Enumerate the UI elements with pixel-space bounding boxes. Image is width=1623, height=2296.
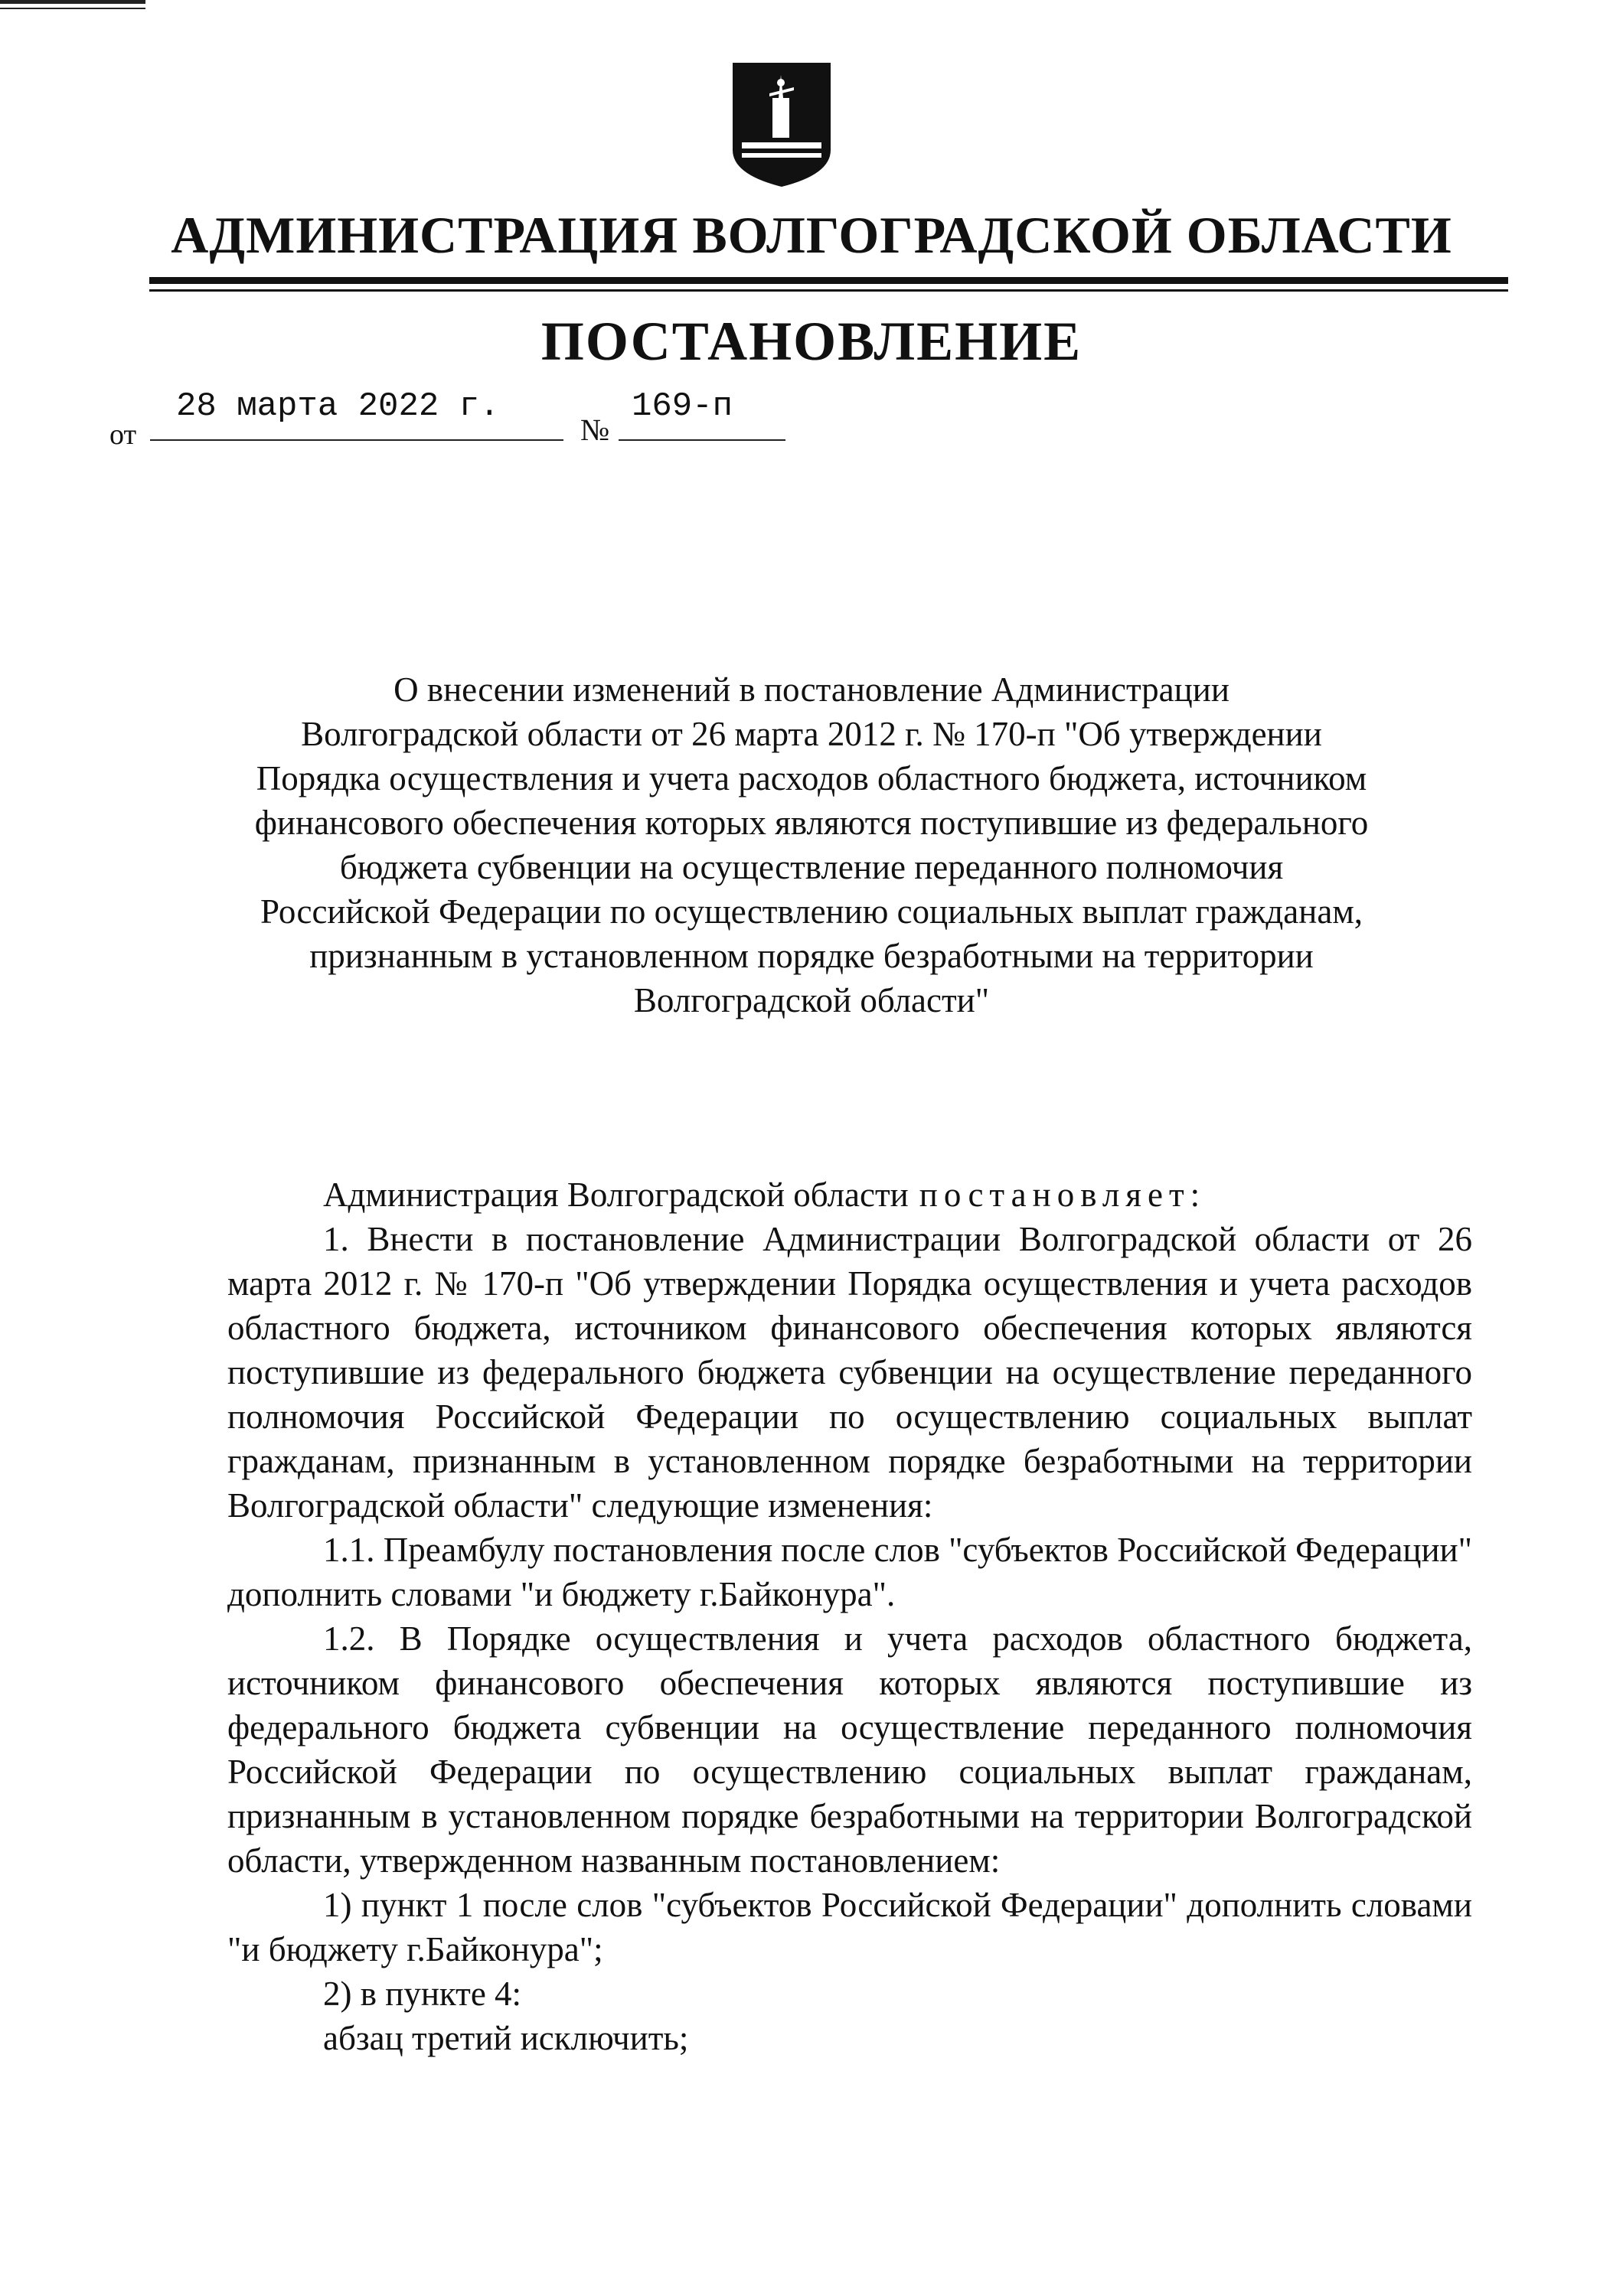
intro-prefix: Администрация Волгоградской области: [323, 1176, 909, 1214]
document-type: ПОСТАНОВЛЕНИЕ: [540, 311, 1083, 372]
number-underline: [619, 439, 785, 441]
paragraph-1-1: 1.1. Преамбулу постановления после слов "субъектов Российской Федерации" дополнить словами "и бюджету г.Байконура".: [227, 1531, 1472, 1613]
heading-line: признанным в установленном порядке безработными на территории: [309, 937, 1314, 975]
date-underline: [150, 439, 563, 441]
heading-line: финансового обеспечения которых являются поступившие из федерального: [254, 804, 1369, 842]
heading-line: Волгоградской области от 26 марта 2012 г. № 170-п "Об утверждении: [301, 715, 1322, 753]
header-rule-thin: [149, 289, 1508, 292]
intro-verb: постановляет:: [919, 1176, 1207, 1214]
paragraph-1: 1. Внести в постановление Администрации Волгоградской области от 26 марта 2012 г. № 170-п "Об утверждении Порядка осуществления и учета расходов областного бюджета, источником финансового обеспечения которых являются поступившие из федерального бюджета субвенции на осуществление переданного полномочия Российской Федерации по осуществлению социальных выплат гражданам, признанным в установленном порядке безработными на территории Волгоградской области" следующие изменения:: [227, 1220, 1472, 1525]
list-item-1: 1) пункт 1 после слов "субъектов Российской Федерации" дополнить словами "и бюджету г.Байконура";: [227, 1886, 1472, 1968]
paragraph-1-2: 1.2. В Порядке осуществления и учета расходов областного бюджета, источником финансового обеспечения которых являются поступившие из федерального бюджета субвенции на осуществление переданного полномочия Российской Федерации по осуществлению социальных выплат гражданам, признанным в установленном порядке безработными на территории Волгоградской области, утвержденном названным постановлением:: [227, 1619, 1472, 1880]
heading-line: бюджета субвенции на осуществление переданного полномочия: [339, 848, 1284, 886]
heading-line: Российской Федерации по осуществлению социальных выплат гражданам,: [260, 892, 1363, 931]
document-number: 169-п: [632, 387, 733, 426]
heading-line: Волгоградской области": [633, 981, 990, 1019]
resolution-intro: [227, 1172, 1472, 1217]
document-date: 28 марта 2022 г.: [176, 387, 500, 426]
coat-of-arms-emblem: [730, 60, 834, 190]
number-label: №: [580, 413, 610, 447]
document-heading: [176, 667, 1447, 1022]
list-item-2-a: абзац третий исключить;: [323, 2019, 689, 2057]
organization-title: АДМИНИСТРАЦИЯ ВОЛГОГРАДСКОЙ ОБЛАСТИ: [171, 206, 1452, 264]
date-label: от: [109, 419, 137, 451]
scan-edge-mark: [0, 0, 145, 4]
heading-line: О внесении изменений в постановление Администрации: [394, 670, 1229, 709]
scan-edge-mark-thin: [0, 8, 145, 9]
header-rule-thick: [149, 277, 1508, 284]
list-item-2: 2) в пункте 4:: [323, 1975, 522, 2013]
document-body: [227, 1172, 1472, 2060]
heading-line: Порядка осуществления и учета расходов областного бюджета, источником: [256, 759, 1367, 797]
